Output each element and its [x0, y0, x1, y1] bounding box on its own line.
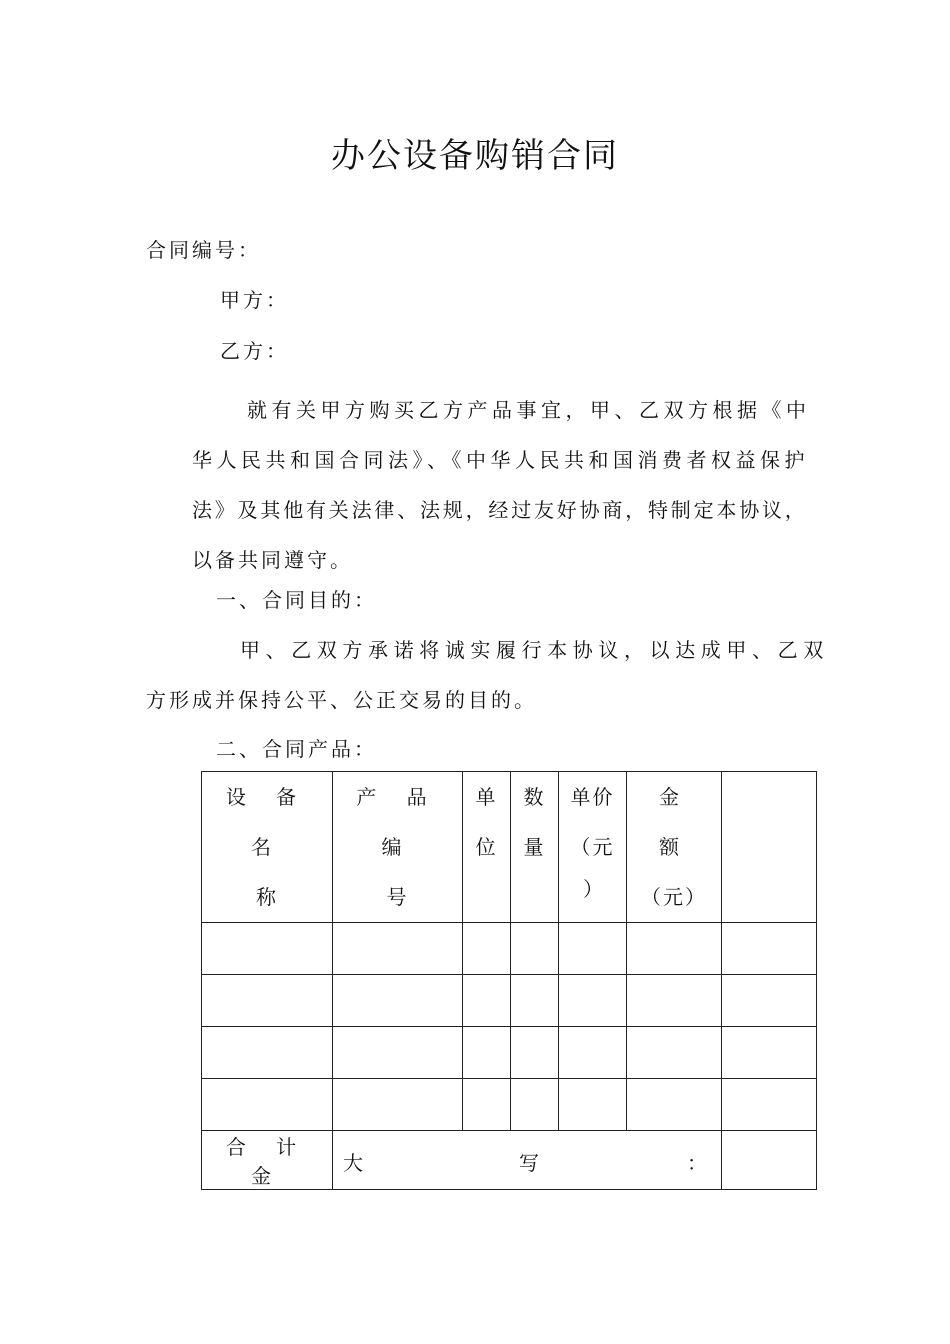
total-row — [202, 1131, 817, 1190]
table-cell[interactable] — [559, 923, 627, 975]
intro-line: 以备共同遵守。 — [192, 548, 353, 572]
header-unit: 单 位 — [463, 772, 511, 923]
table-row — [202, 1027, 817, 1079]
table-cell[interactable] — [463, 975, 511, 1027]
table-cell[interactable] — [559, 1027, 627, 1079]
table-cell[interactable] — [722, 923, 817, 975]
table-header-row — [202, 772, 817, 923]
table-cell[interactable] — [722, 1027, 817, 1079]
header-equipment-name: 设 备 名 称 — [202, 772, 333, 923]
total-in-words-cell[interactable] — [333, 1131, 722, 1190]
document-title: 办公设备购销合同 — [331, 136, 619, 176]
table-cell[interactable] — [333, 923, 463, 975]
party-a-label: 甲方： — [220, 288, 289, 312]
table-cell[interactable] — [463, 1079, 511, 1131]
table-cell[interactable] — [627, 923, 722, 975]
table-cell[interactable] — [463, 1027, 511, 1079]
table-cell[interactable] — [627, 975, 722, 1027]
section-1-line: 甲、乙双方承诺将诚实履行本协议，以达成甲、乙双 — [240, 638, 829, 662]
table-cell[interactable] — [722, 975, 817, 1027]
table-cell[interactable] — [333, 1027, 463, 1079]
total-amount-label: 合 计 金 — [202, 1131, 333, 1190]
total-value-cell[interactable] — [722, 1131, 817, 1190]
table-cell[interactable] — [202, 1079, 333, 1131]
table-cell[interactable] — [559, 1079, 627, 1131]
table-cell[interactable] — [559, 975, 627, 1027]
table-cell[interactable] — [463, 923, 511, 975]
table-cell[interactable] — [202, 975, 333, 1027]
table-cell[interactable] — [202, 1027, 333, 1079]
party-b-label: 乙方： — [220, 339, 289, 363]
contract-number-label: 合同编号： — [146, 238, 261, 262]
table-cell[interactable] — [333, 1079, 463, 1131]
header-unit-price: 单价 （元 ） — [559, 772, 627, 923]
table-cell[interactable] — [511, 1079, 559, 1131]
intro-line: 法》及其他有关法律、法规，经过友好协商，特制定本协议， — [192, 498, 808, 522]
intro-line: 华人民共和国合同法》、《中华人民共和国消费者权益保护 — [192, 448, 809, 472]
total-in-words-label-2: 写 — [519, 1151, 539, 1175]
table-cell[interactable] — [511, 1027, 559, 1079]
total-in-words-colon: ： — [687, 1151, 707, 1175]
header-amount: 金 额 （元） — [627, 772, 722, 923]
table-row — [202, 923, 817, 975]
section-1-title: 一、合同目的： — [216, 588, 377, 612]
header-blank — [722, 772, 817, 923]
table-cell[interactable] — [511, 975, 559, 1027]
table-cell[interactable] — [627, 1027, 722, 1079]
intro-paragraph — [192, 385, 832, 585]
section-1-line: 方形成并保持公平、公正交易的目的。 — [146, 688, 537, 712]
header-product-code: 产 品 编 号 — [333, 772, 463, 923]
table-row — [202, 975, 817, 1027]
intro-line: 就有关甲方购买乙方产品事宜，甲、乙双方根据《中 — [247, 398, 811, 422]
table-cell[interactable] — [722, 1079, 817, 1131]
table-cell[interactable] — [333, 975, 463, 1027]
table-cell[interactable] — [511, 923, 559, 975]
total-in-words-label-1: 大 — [343, 1151, 363, 1175]
table-cell[interactable] — [202, 923, 333, 975]
products-table — [201, 771, 817, 1190]
table-row — [202, 1079, 817, 1131]
table-cell[interactable] — [627, 1079, 722, 1131]
section-2-title: 二、合同产品： — [216, 737, 377, 761]
header-quantity: 数 量 — [511, 772, 559, 923]
